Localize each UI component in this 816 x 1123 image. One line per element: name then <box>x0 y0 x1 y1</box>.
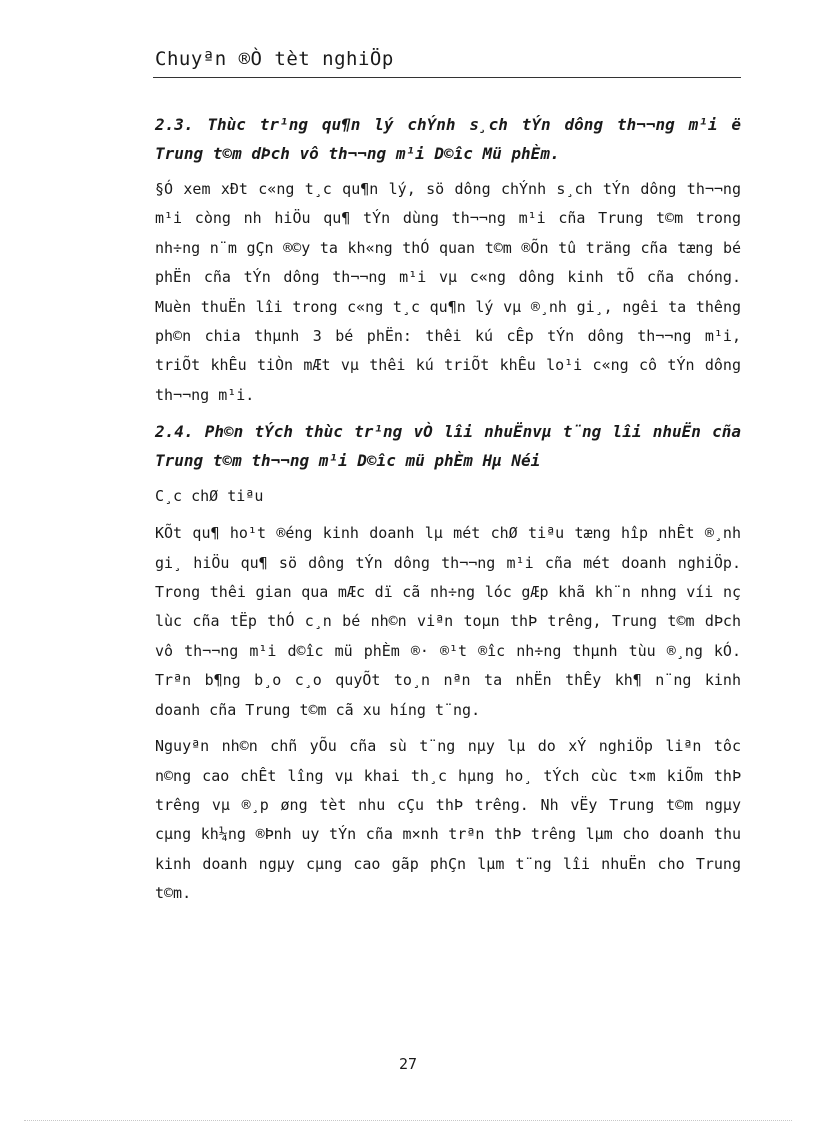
header-divider <box>153 77 741 78</box>
section-heading-2-4: 2.4. Ph©n tÝch thùc tr¹ng vÒ lîi nhuËnvµ t¨ng lîi nhuËn cña Trung t©m th¬¬ng m¹i D©îc mü phÈm Hµ Néi <box>155 422 741 471</box>
page-number: 27 <box>398 1055 418 1073</box>
paragraph-growth-reasons: Nguyªn nh©n chñ yÕu cña sù t¨ng nµy lµ do xÝ nghiÖp liªn tôc n©ng cao chÊt lîng vµ khai th¸c hµng ho¸ tÝch cùc t×m kiÕm thÞ trêng vµ ®¸p øng tèt nhu cÇu thÞ trêng. Nh vËy Trung t©m ngµy cµng kh¼ng ®Þnh uy tÝn cña m×nh trªn thÞ trêng lµm cho doanh thu kinh doanh ngµy cµng cao gãp phÇn lµm t¨ng lîi nhuËn cho Trung t©m. <box>155 737 741 903</box>
paragraph-business-results: KÕt qu¶ ho¹t ®éng kinh doanh lµ mét chØ tiªu tæng hîp nhÊt ®¸nh gi¸ hiÖu qu¶ sö dông tÝn dông th¬¬ng m¹i cña mét doanh nghiÖp. Trong thêi gian qua mÆc dï cã nh÷ng lóc gÆp khã kh¨n nhng víi nç lùc cña tËp thÓ c¸n bé nh©n viªn toµn thÞ trêng, Trung t©m dÞch vô th¬¬ng m¹i d©îc mü phÈm ®· ®¹t ®îc nh÷ng thµnh tùu ®¸ng kÓ. Trªn b¶ng b¸o c¸o quyÕt to¸n nªn ta nhËn thÊy kh¶ n¨ng kinh doanh cña Trung t©m cã xu híng t¨ng. <box>155 524 741 719</box>
page-bottom-divider <box>24 1120 792 1121</box>
section-heading-2-3: 2.3. Thùc tr¹ng qu¶n lý chÝnh s¸ch tÝn dông th¬¬ng m¹i ë Trung t©m dÞch vô th¬¬ng m¹i D©îc Mü phÈm. <box>155 115 741 163</box>
document-body <box>155 110 741 916</box>
paragraph-credit-management: §Ó xem xÐt c«ng t¸c qu¶n lý, sö dông chÝnh s¸ch tÝn dông th¬¬ng m¹i còng nh hiÖu qu¶ tÝn dùng th¬¬ng m¹i cña Trung t©m trong nh÷ng n¨m gÇn ®©y ta kh«ng thÓ quan t©m ®Õn tû träng cña tæng bé phËn cña tÝn dông th¬¬ng m¹i vµ c«ng dông kinh tÕ cña chóng. Muèn thuËn lîi trong c«ng t¸c qu¶n lý vµ ®¸nh gi¸, ngêi ta thêng ph©n chia thµnh 3 bé phËn: thêi kú cÊp tÝn dông th¬¬ng m¹i, triÕt khÊu tiÒn mÆt vµ thêi kú triÕt khÊu lo¹i c«ng cô tÝn dông th¬¬ng m¹i. <box>155 180 741 404</box>
page-header-title: Chuyªn ®Ò tèt nghiÖp <box>155 48 394 70</box>
subsection-title: C¸c chØ tiªu <box>155 487 264 506</box>
